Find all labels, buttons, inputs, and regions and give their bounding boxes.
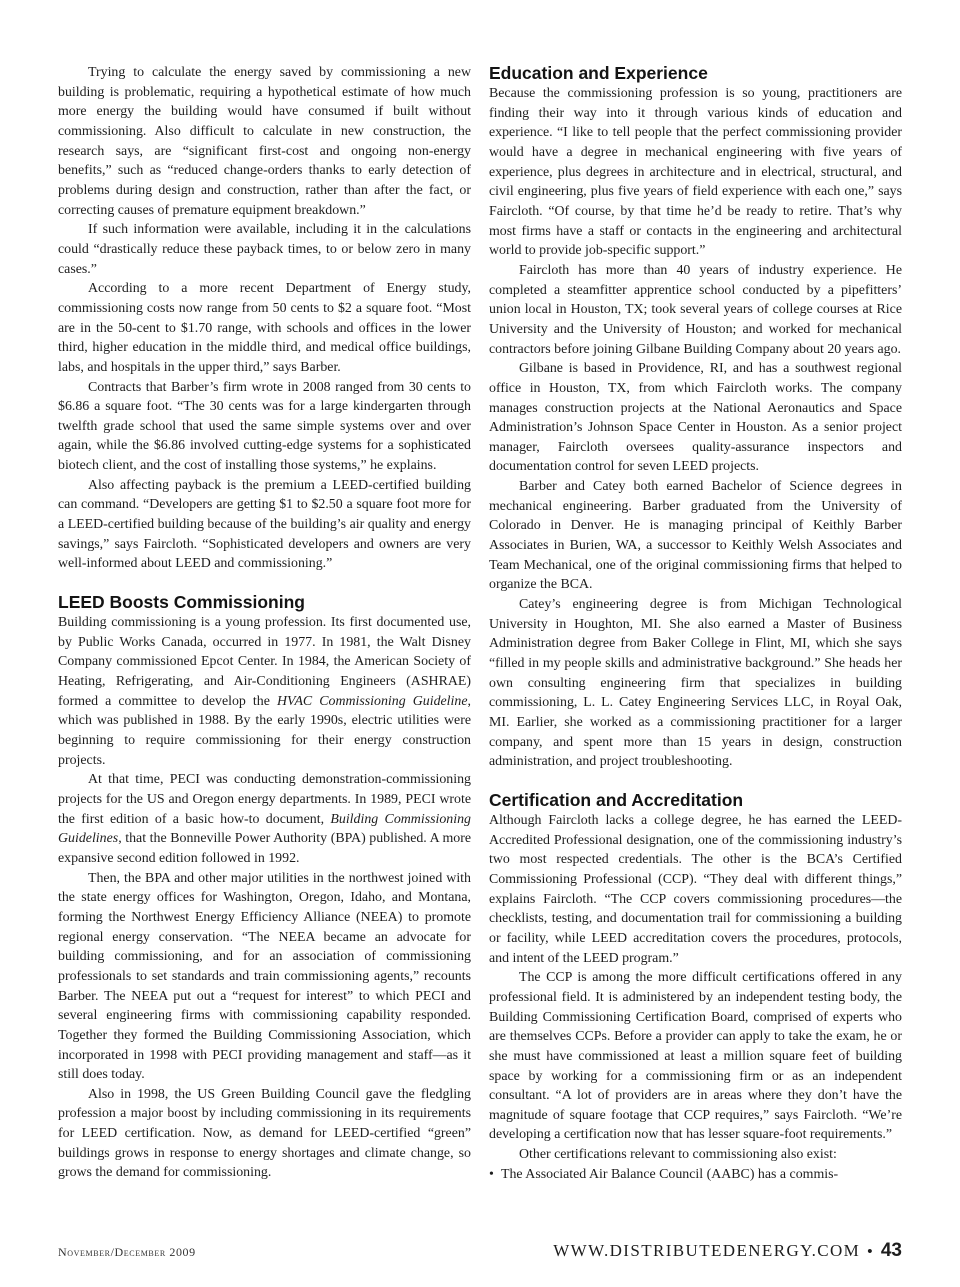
text-run: At that time, PECI was conducting demonstration-commissioning projects for the US and Oregon energy departments. In 1989, PECI wrote the first edition of a basic how-to document, (58, 772, 471, 827)
paragraph: Other certifications relevant to commissioning also exist: (519, 1147, 837, 1163)
section-heading-education: Education and Experience (489, 63, 708, 83)
paragraph (58, 613, 471, 770)
publication-title: Building Commissioning Guidelines (58, 811, 471, 847)
separator-dot: • (867, 1243, 874, 1260)
website-url: WWW.DISTRIBUTEDENERGY.COM (553, 1241, 861, 1260)
page-footer (553, 1240, 902, 1262)
list-item (489, 1165, 902, 1185)
paragraph: Also in 1998, the US Green Building Council gave the fledgling profession a major boost by including commissioning in its requirements for LEED certification. Now, as demand for LEED-certified “green” buildings grows in response to energy shortages and climate change, so grows the demand for commissioning. (58, 1086, 471, 1181)
section-heading-certification: Certification and Accreditation (489, 789, 744, 810)
paragraph: According to a more recent Department of Energy study, commissioning costs now range from 50 cents to $2 a square foot. “Most are in the 50-cent to $1.70 range, with schools and offices in the lower third, higher education in the middle third, and medical office buildings, labs, and hospitals in the upper third,” says Barber. (58, 281, 471, 375)
paragraph: Although Faircloth lacks a college degree, he has earned the LEED-Accredited Professional designation, one of the commissioning industry’s two most respected credentials. The other is the BCA’s Certified Commissioning Professional (CCP). “They deal with different things,” explains Faircloth. “The CCP covers commissioning procedures—the checklists, testing, and documentation trail for commissioning a building or facility, while LEED accreditation covers the procedures, protocols, and intent of the LEED program.” (489, 812, 902, 966)
bullet-icon: • (489, 1166, 494, 1182)
paragraph: Catey’s engineering degree is from Michigan Technological University in Houghton, MI. She also earned a Master of Business Administration degree from Baker College in Flint, MI, which she says “filled in my people skills and administrative background.” She heads her own consulting engineering firm that specializes in building commissioning, L. L. Catey Engineering Services LLC, in Royal Oak, MI. Earlier, she worked as a commissioning practitioner for a larger company, and spent more than 15 years in design, construction administration, and project troubleshooting. (489, 597, 902, 770)
text-run: , that the Bonneville Power Authority (BPA) published. A more expansive second edition followed in 1992. (58, 831, 471, 866)
paragraph: Contracts that Barber’s firm wrote in 2008 ranged from 30 cents to $6.86 a square foot. “The 30 cents was for a large kindergarten through twelfth grade school that used the same simple systems over and over again, while the $6.86 involved cutting-edge systems for a sophisticated biotech client, and the cost of installing those systems,” he explains. (58, 379, 471, 474)
section-heading-leed: LEED Boosts Commissioning (58, 592, 305, 613)
paragraph: Then, the BPA and other major utilities in the northwest joined with the state energy offices for Washington, Oregon, Idaho, and Montana, forming the Northwest Energy Efficiency Alliance (NEEA) to promote regional energy conservation. “The NEEA became an advocate for building commissioning, and for an association of commissioning professionals to set standards and train commissioning agents,” recounts Barber. The NEEA put out a “request for interest” to which PECI and several engineering firms with commissioning capability responded. Together they formed the Building Commissioning Association, which incorporated in 1998 with PECI providing management and staff—as it still does today. (58, 870, 471, 1083)
paragraph: Trying to calculate the energy saved by commissioning a new building is problematic, requiring a hypothetical estimate of how much more energy the building would have consumed if built without commissioning. Also difficult to calculate in new construction, the research says, are “significant first-cost and ongoing non-energy benefits,” such as “reduced change-orders thanks to early detection of problems during design and construction, rather than after the fact, or correcting causes of premature equipment breakdown.” (58, 65, 471, 218)
paragraph: If such information were available, including it in the calculations could “drastically reduce these payback times, to or below zero in many cases.” (58, 222, 471, 277)
paragraph: Faircloth has more than 40 years of industry experience. He completed a steamfitter apprentice school conducted by a pipefitters’ union local in Houston, TX; took several years of college courses at Rice University and the University of Houston; and worked for mechanical contractors before joining Gilbane Building Company about 20 years ago. (489, 262, 902, 357)
publication-title: HVAC Commissioning Guideline (276, 693, 468, 709)
paragraph: Also affecting payback is the premium a LEED-certified building can command. “Developers are getting $1 to $2.50 a square foot more for a LEED-certified building because of the building’s air quality and energy savings,” says Faircloth. “Sophisticated developers and owners are very well-informed about LEED and commissioning.” (58, 477, 471, 572)
paragraph: Gilbane is based in Providence, RI, and has a southwest regional office in Houston, TX, from which Faircloth works. The company manages construction projects at the National Aeronautics and Space Administration’s Johnson Space Center in Houston. As a senior project manager, Faircloth oversees quality-assurance inspectors and documentation control for seven LEED projects. (489, 361, 902, 475)
right-column (489, 63, 902, 1184)
paragraph (58, 770, 471, 868)
left-column (58, 63, 471, 1183)
paragraph: Because the commissioning profession is so young, practitioners are finding their way into it through various kinds of education and experience. “I like to tell people that the perfect commissioning provider would have a degree in mechanical engineering with five years of experience, plus degrees in architecture and in electrical, structural, and civil engineering, plus five years of field experience with each one,” says Faircloth. “Of course, by that time he’d be ready to retire. That’s why most firms have a staff or contacts in the engineering and architectural world to provide job-specific support.” (489, 86, 902, 259)
paragraph: The CCP is among the more difficult certifications offered in any professional field. It is administered by an independent testing body, the Building Commissioning Certification Board, comprised of experts who are themselves CCPs. Before a provider can apply to take the exam, he or she must have commissioned at least a million square feet of building space by working for a commissioning firm or as an independent consultant. “A lot of providers are in areas where they don’t have the magnitude of square footage that CCP requires,” says Faircloth. “We’re developing a certification now that has lesser square-foot requirements.” (489, 970, 902, 1143)
paragraph: Barber and Catey both earned Bachelor of Science degrees in mechanical engineering. Barber graduated from the University of Colorado in Denver. He is managing principal of Keithly Barber Associates in Burien, WA, a successor to Keithly Welsh Associates and Team Mechanical, one of the original commissioning firms that helped to organize the BCA. (489, 479, 902, 593)
page-number: 43 (880, 1240, 902, 1261)
text-run: Building commissioning is a young profession. Its first documented use, by Public Works Canada, occurred in 1977. In 1981, the Walt Disney Company commissioned Epcot Center. In 1984, the American Society of Heating, Refrigerating, and Air-Conditioning Engineers (ASHRAE) formed a committee to develop the (58, 615, 471, 709)
certification-list (489, 1165, 902, 1185)
issue-date: November/December 2009 (58, 1245, 196, 1259)
text-run: , which was published in 1988. By the early 1990s, electric utilities were beginning to require commissioning for their energy construction projects. (58, 693, 471, 768)
list-item-text: The Associated Air Balance Council (AABC) has a commis- (501, 1166, 839, 1182)
